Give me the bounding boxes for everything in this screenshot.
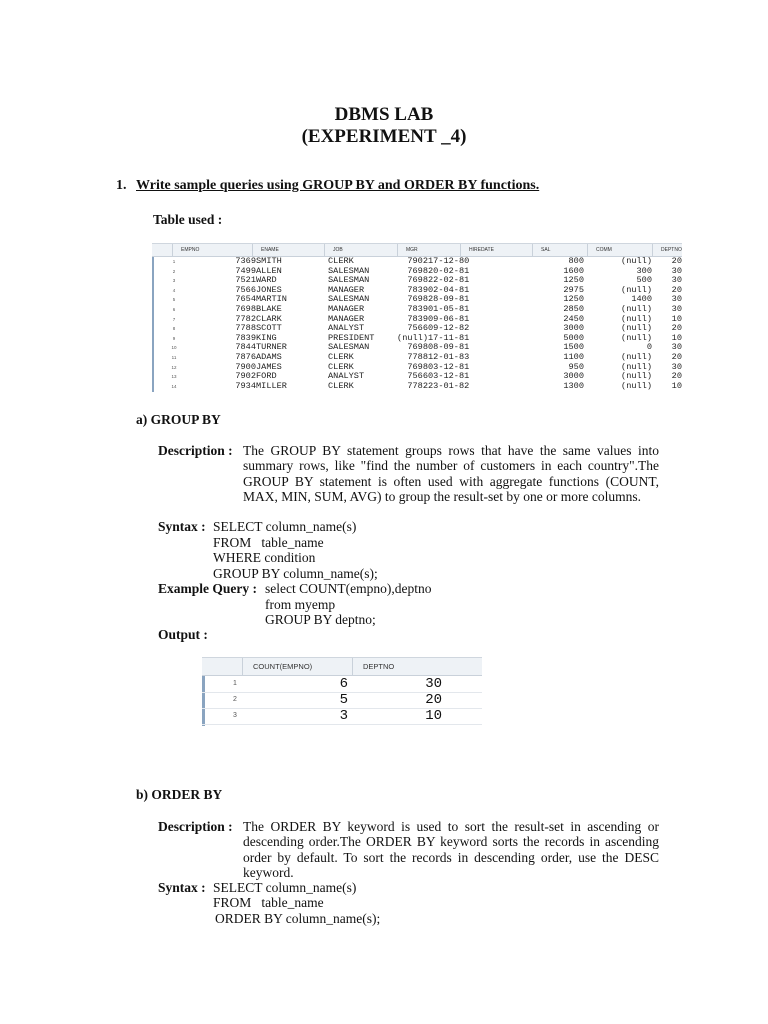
col-header-ename: ENAME (252, 244, 324, 256)
mgr-cell: 7839 (407, 313, 428, 324)
col-header-deptno: DEPTNO (352, 658, 482, 675)
row-number: 11 (171, 354, 177, 360)
comm-cell: 300 (636, 265, 652, 276)
ename-cell: TURNER (256, 342, 287, 353)
deptno-cell: 10 (671, 332, 682, 343)
deptno-cell: 30 (671, 265, 682, 276)
ename-cell: FORD (256, 371, 277, 382)
hiredate-cell: 17-11-81 (428, 332, 470, 343)
ename-cell: BLAKE (256, 303, 282, 314)
hiredate-cell: 03-12-81 (428, 361, 470, 372)
row-number: 7 (172, 316, 176, 322)
ename-cell: JONES (256, 284, 282, 295)
ename-cell: SCOTT (256, 323, 282, 334)
comm-cell: 500 (636, 275, 652, 286)
ename-cell: ADAMS (256, 351, 282, 362)
job-cell: SALESMAN (328, 342, 370, 353)
row-number: 8 (172, 326, 176, 332)
hiredate-cell: 03-12-81 (428, 371, 470, 382)
example-line: from myemp (265, 597, 336, 612)
mgr-cell: 7902 (407, 256, 428, 266)
comm-cell: (null) (621, 303, 652, 314)
col-header-empno: EMPNO (172, 244, 230, 256)
row-number: 13 (171, 374, 177, 380)
sal-cell: 2450 (563, 313, 584, 324)
deptno-cell: 10 (425, 708, 442, 724)
row-number: 1 (172, 259, 176, 264)
output-table (202, 657, 482, 726)
syntax-line: ORDER BY column_name(s); (215, 911, 381, 926)
sal-cell: 2975 (563, 284, 584, 295)
deptno-cell: 20 (425, 692, 442, 708)
deptno-cell: 20 (671, 371, 682, 382)
sal-cell: 1250 (563, 275, 584, 286)
section-b-desc-text: The ORDER BY keyword is used to sort the result-set in ascending or descending order.The ORDER BY keyword sorts the records in ascending order by default. To sort the records in descending order, use the DESC keyword. (243, 819, 659, 880)
sal-cell: 5000 (563, 332, 584, 343)
sal-cell: 3000 (563, 371, 584, 382)
empno-cell: 7900 (235, 361, 256, 372)
ename-cell: SMITH (256, 256, 282, 266)
table-row (152, 382, 682, 392)
mgr-cell: 7782 (407, 380, 428, 391)
syntax-line: WHERE condition (213, 550, 316, 565)
empno-cell: 7839 (235, 332, 256, 343)
hiredate-cell: 17-12-80 (428, 256, 470, 266)
syntax-line: FROM table_name (213, 535, 324, 550)
empno-cell: 7566 (235, 284, 256, 295)
table-used-label: Table used : (153, 212, 223, 227)
col-header-deptno: DEPTNO (652, 244, 682, 256)
comm-cell: (null) (621, 284, 652, 295)
sal-cell: 950 (568, 361, 584, 372)
col-header-count: COUNT(EMPNO) (242, 658, 352, 675)
job-cell: SALESMAN (328, 275, 370, 286)
mgr-cell: 7566 (407, 371, 428, 382)
job-cell: CLERK (328, 351, 354, 362)
output-row (202, 692, 482, 709)
mgr-cell: (null) (397, 332, 428, 343)
example-line: GROUP BY deptno; (265, 612, 376, 627)
section-b-desc-label: Description : (158, 819, 233, 834)
deptno-cell: 30 (671, 303, 682, 314)
sal-cell: 3000 (563, 323, 584, 334)
deptno-cell: 10 (671, 313, 682, 324)
empno-cell: 7876 (235, 351, 256, 362)
row-number: 5 (172, 297, 176, 303)
comm-cell: (null) (621, 351, 652, 362)
empno-cell: 7782 (235, 313, 256, 324)
hiredate-cell: 20-02-81 (428, 265, 470, 276)
count-cell: 3 (339, 708, 348, 724)
job-cell: PRESIDENT (328, 332, 375, 343)
sal-cell: 1500 (563, 342, 584, 353)
deptno-cell: 30 (671, 361, 682, 372)
job-cell: MANAGER (328, 313, 365, 324)
hiredate-cell: 09-12-82 (428, 323, 470, 334)
deptno-cell: 10 (671, 380, 682, 391)
deptno-cell: 20 (671, 323, 682, 334)
job-cell: SALESMAN (328, 265, 370, 276)
count-cell: 6 (339, 676, 348, 692)
deptno-cell: 20 (671, 351, 682, 362)
mgr-cell: 7698 (407, 265, 428, 276)
row-number: 2 (233, 696, 237, 703)
row-number: 2 (172, 268, 176, 274)
section-a-syntax-label: Syntax : (158, 519, 206, 534)
count-cell: 5 (339, 692, 348, 708)
ename-cell: JAMES (256, 361, 282, 372)
section-a-example-label: Example Query : (158, 581, 257, 596)
doc-subtitle: (EXPERIMENT _4) (301, 126, 467, 147)
job-cell: MANAGER (328, 284, 365, 295)
ename-cell: WARD (256, 275, 277, 286)
ename-cell: KING (256, 332, 277, 343)
sal-cell: 800 (568, 256, 584, 266)
hiredate-cell: 09-06-81 (428, 313, 470, 324)
mgr-cell: 7698 (407, 275, 428, 286)
sal-cell: 2850 (563, 303, 584, 314)
sal-cell: 1600 (563, 265, 584, 276)
syntax-line: SELECT column_name(s) (213, 880, 357, 895)
job-cell: ANALYST (328, 371, 365, 382)
row-number: 14 (171, 383, 177, 389)
comm-cell: 0 (646, 342, 652, 353)
hiredate-cell: 01-05-81 (428, 303, 470, 314)
row-number: 6 (172, 306, 176, 312)
empno-cell: 7902 (235, 371, 256, 382)
output-row (202, 708, 482, 725)
mgr-cell: 7698 (407, 342, 428, 353)
emp-table (152, 243, 682, 392)
empno-cell: 7499 (235, 265, 256, 276)
empno-cell: 7369 (235, 256, 256, 266)
job-cell: SALESMAN (328, 294, 370, 305)
section-a-output-label: Output : (158, 627, 208, 642)
syntax-line: GROUP BY column_name(s); (213, 566, 378, 581)
empno-cell: 7521 (235, 275, 256, 286)
section-b-syntax-label: Syntax : (158, 880, 206, 895)
row-number: 3 (172, 278, 176, 284)
row-number: 3 (233, 712, 237, 719)
deptno-cell: 30 (425, 676, 442, 692)
row-number: 12 (171, 364, 177, 370)
comm-cell: (null) (621, 313, 652, 324)
example-line: select COUNT(empno),deptno (265, 581, 432, 596)
row-number: 9 (172, 335, 176, 341)
mgr-cell: 7788 (407, 351, 428, 362)
col-header-job: JOB (324, 244, 397, 256)
comm-cell: 1400 (631, 294, 652, 305)
col-header-comm: COMM (587, 244, 652, 256)
mgr-cell: 7566 (407, 323, 428, 334)
mgr-cell: 7698 (407, 361, 428, 372)
output-row (202, 676, 482, 693)
row-number: 4 (172, 287, 176, 293)
job-cell: CLERK (328, 361, 354, 372)
ename-cell: CLARK (256, 313, 282, 324)
empno-cell: 7934 (235, 380, 256, 391)
hiredate-cell: 23-01-82 (428, 380, 470, 391)
comm-cell: (null) (621, 323, 652, 334)
hiredate-cell: 08-09-81 (428, 342, 470, 353)
deptno-cell: 20 (671, 256, 682, 266)
doc-title: DBMS LAB (334, 104, 434, 125)
section-b-heading: b) ORDER BY (136, 787, 223, 802)
deptno-cell: 30 (671, 294, 682, 305)
comm-cell: (null) (621, 256, 652, 266)
emp-table-body (152, 257, 682, 391)
syntax-line: FROM table_name (213, 895, 324, 910)
sal-cell: 1250 (563, 294, 584, 305)
mgr-cell: 7698 (407, 294, 428, 305)
ename-cell: ALLEN (256, 265, 282, 276)
mgr-cell: 7839 (407, 303, 428, 314)
job-cell: CLERK (328, 256, 354, 266)
comm-cell: (null) (621, 371, 652, 382)
section-a-desc-label: Description : (158, 443, 233, 458)
empno-cell: 7788 (235, 323, 256, 334)
row-number: 10 (171, 345, 177, 351)
ename-cell: MILLER (256, 380, 287, 391)
sal-cell: 1300 (563, 380, 584, 391)
comm-cell: (null) (621, 380, 652, 391)
col-header-hiredate: HIREDATE (460, 244, 532, 256)
empno-cell: 7698 (235, 303, 256, 314)
comm-cell: (null) (621, 332, 652, 343)
job-cell: CLERK (328, 380, 354, 391)
empno-cell: 7844 (235, 342, 256, 353)
output-table-header (202, 658, 482, 676)
comm-cell: (null) (621, 361, 652, 372)
job-cell: MANAGER (328, 303, 365, 314)
deptno-cell: 20 (671, 284, 682, 295)
syntax-line: SELECT column_name(s) (213, 519, 357, 534)
col-header-sal: SAL (532, 244, 587, 256)
col-header-mgr: MGR (397, 244, 460, 256)
ename-cell: MARTIN (256, 294, 287, 305)
deptno-cell: 30 (671, 275, 682, 286)
section-a-heading: a) GROUP BY (136, 412, 221, 427)
question-text: Write sample queries using GROUP BY and ORDER BY functions. (136, 178, 540, 193)
section-a-desc-text: The GROUP BY statement groups rows that have the same values into summary rows, like "find the number of customers in each country".The GROUP BY statement is often used with aggregate functions (COUNT, MAX, MIN, SUM, AVG) to group the result-set by one or more columns. (243, 443, 659, 504)
empno-cell: 7654 (235, 294, 256, 305)
row-number: 1 (233, 680, 237, 687)
mgr-cell: 7839 (407, 284, 428, 295)
hiredate-cell: 12-01-83 (428, 351, 470, 362)
question-number: 1. (116, 178, 127, 193)
hiredate-cell: 28-09-81 (428, 294, 470, 305)
sal-cell: 1100 (563, 351, 584, 362)
job-cell: ANALYST (328, 323, 365, 334)
hiredate-cell: 02-04-81 (428, 284, 470, 295)
hiredate-cell: 22-02-81 (428, 275, 470, 286)
deptno-cell: 30 (671, 342, 682, 353)
